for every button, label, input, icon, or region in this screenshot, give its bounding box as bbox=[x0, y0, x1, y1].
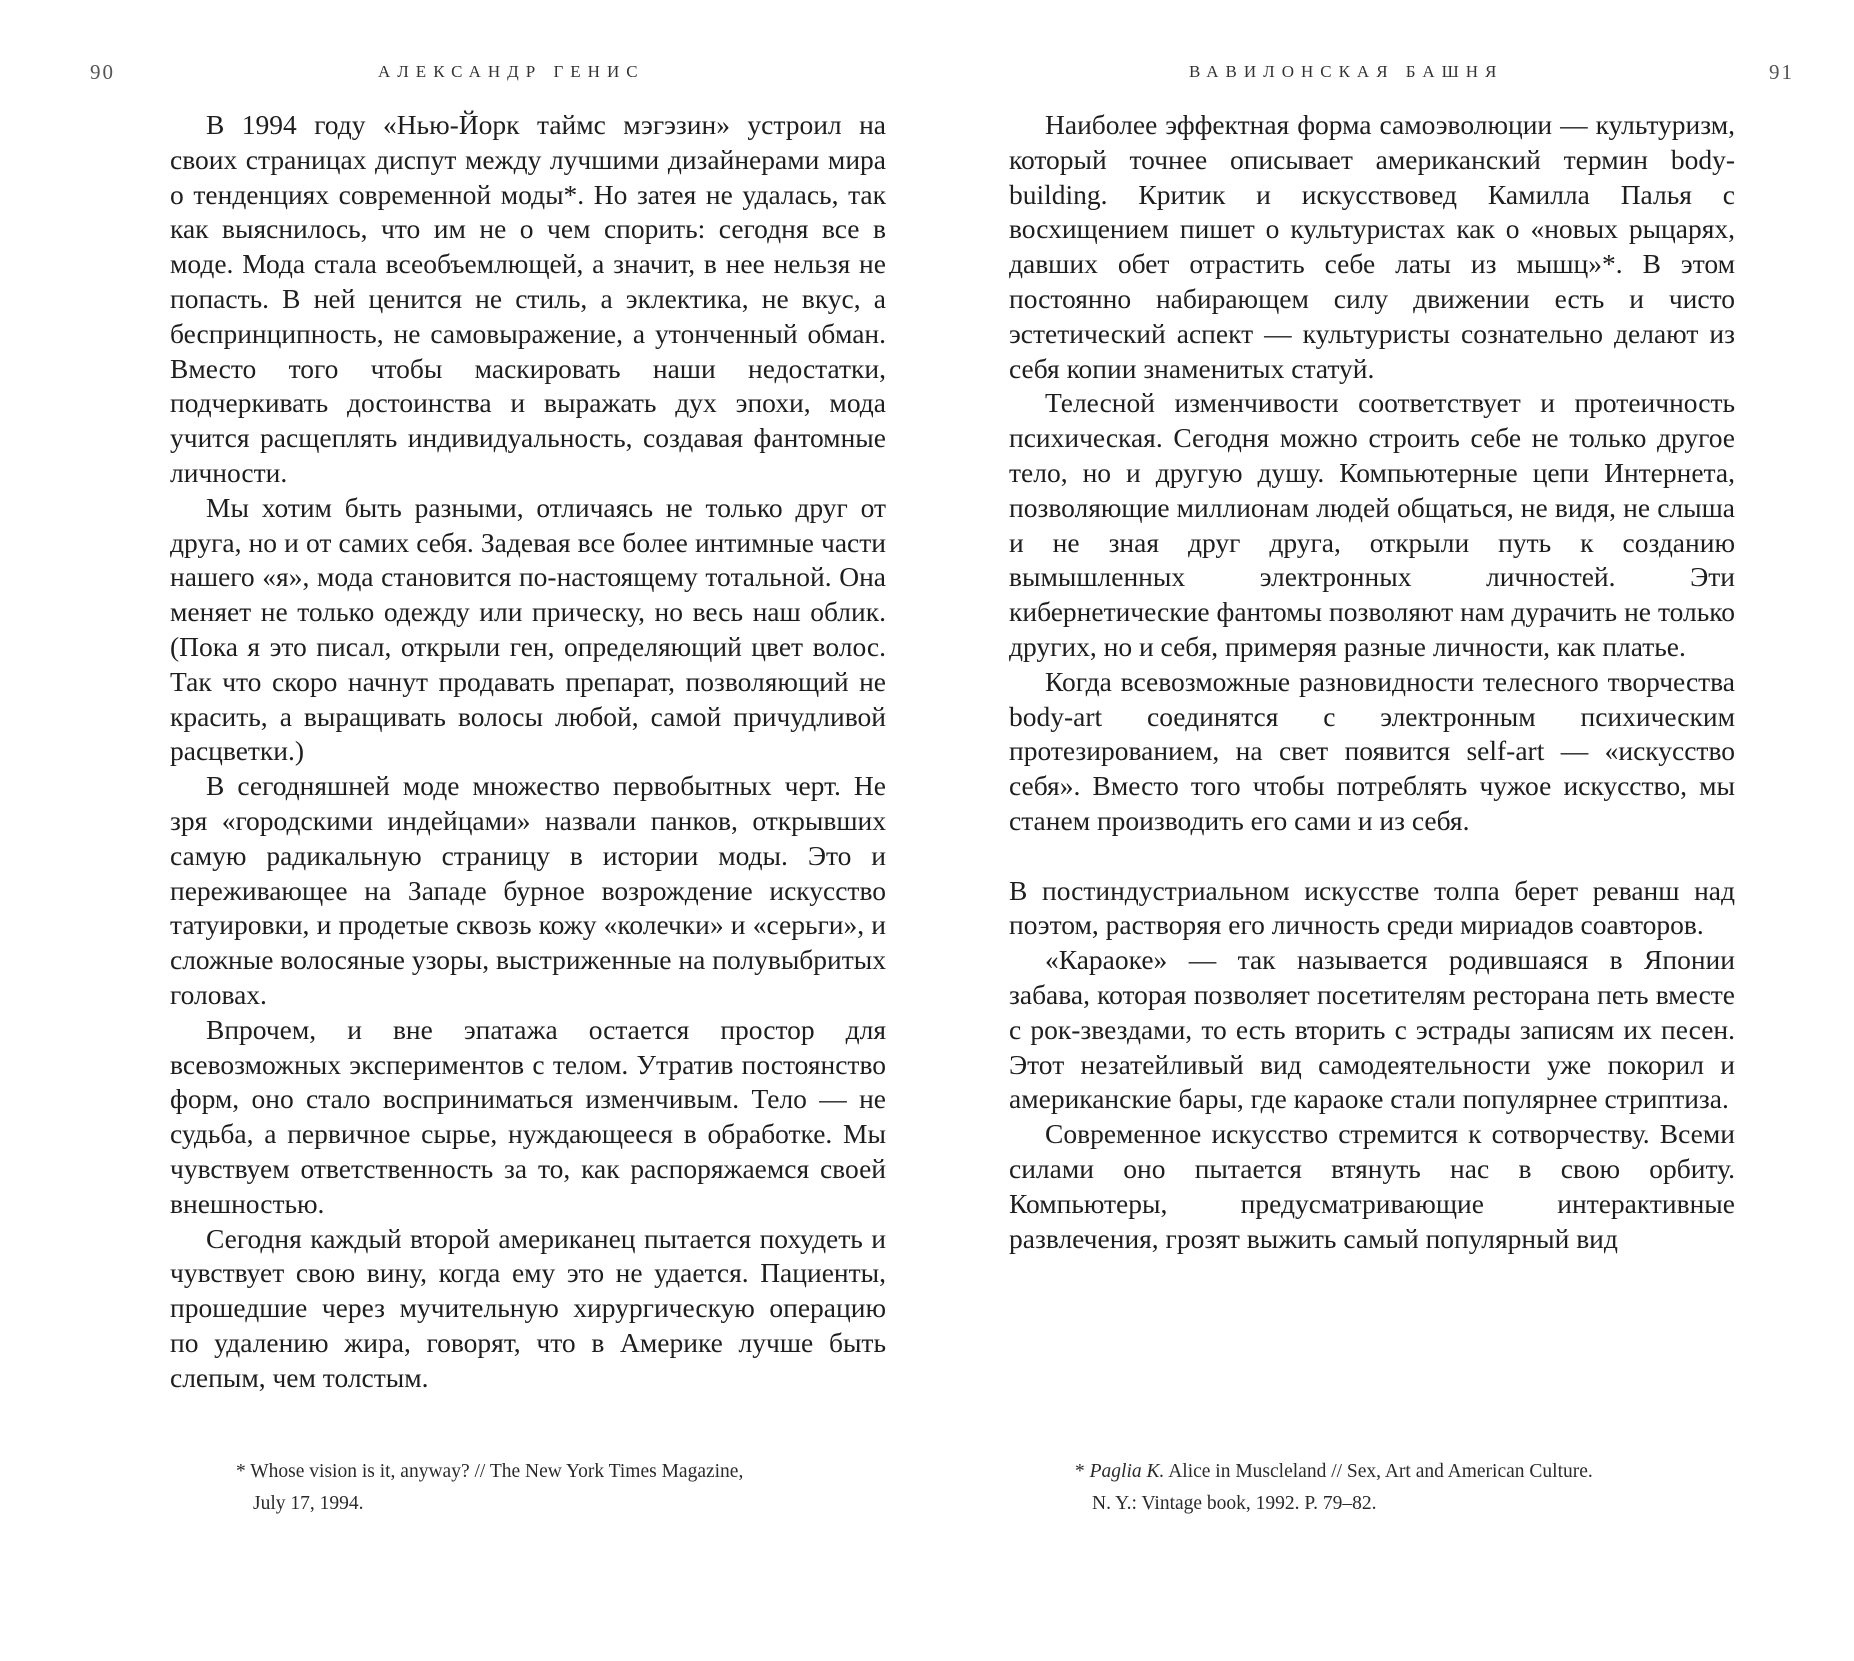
paragraph: Впрочем, и вне эпатажа остается простор для всевозможных экспериментов с телом. Утратив постоянство форм, оно стало восприниматься изменчивым. Тело — не судьба, а первичное сырье, нуждающееся в обработке. Мы чувствуем ответственность за то, как распоряжаемся своей внешностью. bbox=[170, 1013, 886, 1219]
paragraph: Телесной изменчивости соответствует и протеичность психическая. Сегодня можно строить себе не только другое тело, но и другую душу. Компьютерные цепи Интернета, позволяющие миллионам людей общаться, не видя, не слыша и не зная друг друга, открыли путь к созданию вымышленных электронных личностей. Эти кибернетические фантомы позволяют нам дурачить не только других, но и себя, примеряя разные личности, как платье. bbox=[1009, 387, 1735, 662]
page-number: 91 bbox=[1769, 60, 1794, 84]
body-text bbox=[170, 108, 886, 1395]
paragraph: Когда всевозможные разновидности телесного творчества body-art соединятся с электронным психическим протезированием, на свет появится self-art — «искусство себя». Вместо того чтобы потреблять чужое искусство, мы станем производить его сами и из себя. bbox=[1009, 665, 1735, 836]
section-break bbox=[1009, 839, 1735, 874]
footnote-line: Alice in Muscleland // Sex, Art and American Culture. bbox=[1164, 1461, 1593, 1482]
right-page bbox=[927, 0, 1854, 1661]
paragraph: Современное искусство стремится к сотворчеству. Всеми силами оно пытается втянуть нас в свою орбиту. Компьютеры, предусматривающие интерактивные развлечения, грозят выжить самый популярный вид bbox=[1009, 1118, 1735, 1254]
footnote-line: N. Y.: Vintage book, 1992. P. 79–82. bbox=[1092, 1493, 1377, 1514]
body-text bbox=[1009, 108, 1735, 1256]
footnote bbox=[236, 1456, 876, 1520]
page-number: 90 bbox=[90, 60, 115, 84]
paragraph: В сегодняшней моде множество первобытных черт. Не зря «городскими индейцами» назвали панков, открывших самую радикальную страницу в истории моды. Это и переживающее на Западе бурное возрождение искусство татуировки, и продетые сквозь кожу «колечки» и «серьги», и сложные волосяные узоры, выстриженные на полувыбритых головах. bbox=[170, 770, 886, 1010]
paragraph: «Караоке» — так называется родившаяся в Японии забава, которая позволяет посетителям ресторана петь вместе с рок-звездами, то есть вторить с эстрады записям их песен. Этот незатейливый вид самодеятельности уже покорил и американские бары, где караоке стали популярнее стриптиза. bbox=[1009, 944, 1735, 1115]
footnote-line: * Whose vision is it, anyway? // The New York Times Magazine, bbox=[236, 1461, 744, 1482]
paragraph: Наиболее эффектная форма самоэволюции — культуризм, который точнее описывает американский термин body-building. Критик и искусствовед Камилла Палья с восхищением пишет о культуристах как о «новых рыцарях, давших обет отрастить себе латы из мышц»*. В этом постоянно набирающем силу движении есть и чисто эстетический аспект — культуристы сознательно делают из себя копии знаменитых статуй. bbox=[1009, 109, 1735, 384]
running-head-author: АЛЕКСАНДР ГЕНИС bbox=[378, 62, 645, 81]
footnote-line: July 17, 1994. bbox=[253, 1493, 364, 1514]
footnote-author: Paglia K. bbox=[1089, 1461, 1165, 1482]
paragraph: Сегодня каждый второй американец пытается похудеть и чувствует свою вину, когда ему это не удается. Пациенты, прошедшие через мучительную хирургическую операцию по удалению жира, говорят, что в Америке лучше быть слепым, чем толстым. bbox=[170, 1222, 886, 1393]
running-head-title: ВАВИЛОНСКАЯ БАШНЯ bbox=[1189, 62, 1504, 81]
paragraph: Мы хотим быть разными, отличаясь не только друг от друга, но и от самих себя. Задевая все более интимные части нашего «я», мода становится по-настоящему тотальной. Она меняет не только одежду или прическу, но весь наш облик. (Пока я это писал, открыли ген, определяющий цвет волос. Так что скоро начнут продавать препарат, позволяющий не красить, а выращивать волосы любой, самой причудливой расцветки.) bbox=[170, 491, 886, 767]
paragraph: В 1994 году «Нью-Йорк таймс мэгэзин» устроил на своих страницах диспут между лучшими дизайнерами мира о тенденциях современной моды*. Но затея не удалась, так как выяснилось, что им не о чем спорить: сегодня все в моде. Мода стала всеобъемлющей, а значит, в нее нельзя не попасть. В ней ценится не стиль, а эклектика, не вкус, а беспринципность, не самовыражение, а утонченный обман. Вместо того чтобы маскировать наши недостатки, подчеркивать достоинства и выражать дух эпохи, мода учится расщеплять индивидуальность, создавая фантомные личности. bbox=[170, 109, 886, 488]
footnote: * Paglia K. Alice in Muscleland // Sex, Art and American Culture. N. Y.: Vintage book, 1992. P. 79–82. bbox=[1075, 1456, 1715, 1520]
section-opening-paragraph: В постиндустриальном искусстве толпа берет реванш над поэтом, растворяя его личность среди мириадов соавторов. bbox=[1009, 874, 1735, 941]
